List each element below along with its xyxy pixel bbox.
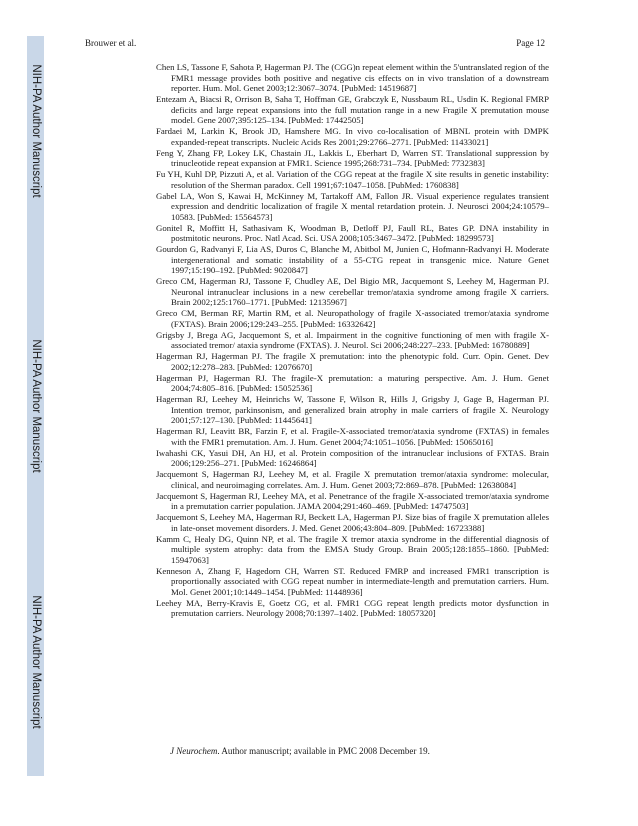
page-number: Page 12	[516, 38, 545, 48]
reference-item: Kamm C, Healy DG, Quinn NP, et al. The fragile X tremor ataxia syndrome in the differential diagnosis of multiple system atrophy: data from the EMSA Study Group. Brain 2005;128:1855–1860. [PubMed: 15947063]	[156, 533, 549, 565]
running-header-authors: Brouwer et al.	[85, 38, 137, 48]
reference-item: Hagerman RJ, Leehey M, Heinrichs W, Tassone F, Wilson R, Hills J, Grigsby J, Gage B, Hagerman PJ. Intention tremor, parkinsonism, and generalized brain atrophy in male carriers of fragile X. Neurology 2001;57:127–130. [PubMed: 11445641]	[156, 394, 549, 425]
footer-journal: J Neurochem	[170, 746, 218, 756]
reference-item: Leehey MA, Berry-Kravis E, Goetz CG, et al. FMR1 CGG repeat length predicts motor dysfunction in premutation carriers. Neurology 2008;70:1397–1402. [PubMed: 18057320]	[156, 597, 549, 618]
reference-item: Hagerman RJ, Leavitt BR, Farzin F, et al. Fragile-X-associated tremor/ataxia syndrome (FXTAS) in females with the FMR1 premutation. Am. J. Hum. Genet 2004;74:1051–1056. [PubMed: 15065016]	[156, 426, 549, 447]
reference-item: Entezam A, Biacsi R, Orrison B, Saha T, Hoffman GE, Grabczyk E, Nussbaum RL, Usdin K. Regional FMRP deficits and large repeat expansions into the full mutation range in a new Fragile X premutation mouse model. Gene 2007;395:125–134. [PubMed: 17442505]	[156, 94, 549, 125]
reference-item: Greco CM, Hagerman RJ, Tassone F, Chudley AE, Del Bigio MR, Jacquemont S, Leehey M, Hagerman PJ. Neuronal intranuclear inclusions in a new cerebellar tremor/ataxia syndrome among fragile X carriers. Brain 2002;125:1760–1771. [PubMed: 12135967]	[156, 276, 549, 307]
reference-item: Jacquemont S, Hagerman RJ, Leehey MA, et al. Penetrance of the fragile X-associated tremor/ataxia syndrome in a premutation carrier population. JAMA 2004;291:460–469. [PubMed: 14747503]	[156, 490, 549, 511]
reference-item: Feng Y, Zhang FP, Lokey LK, Chastain JL, Lakkis L, Eberhart D, Warren ST. Translational suppression by trinucleotide repeat expansion at FMR1. Science 1995;268:731–734. [PubMed: 7732383]	[156, 147, 549, 168]
reference-item: Jacquemont S, Leehey MA, Hagerman RJ, Beckett LA, Hagerman PJ. Size bias of fragile X premutation alleles in late-onset movement disorders. J. Med. Genet 2006;43:804–809. [PubMed: 16723388]	[156, 512, 549, 533]
reference-item: Kenneson A, Zhang F, Hagedorn CH, Warren ST. Reduced FMRP and increased FMR1 transcription is proportionally associated with CGG repeat number in intermediate-length and premutation carriers. Hum. Mol. Genet 2001;10:1449–1454. [PubMed: 11448936]	[156, 565, 549, 597]
footer-text: . Author manuscript; available in PMC 2008 December 19.	[217, 746, 430, 756]
reference-item: Iwahashi CK, Yasui DH, An HJ, et al. Protein composition of the intranuclear inclusions of FXTAS. Brain 2006;129:256–271. [PubMed: 16246864]	[156, 447, 549, 468]
reference-item: Greco CM, Berman RF, Martin RM, et al. Neuropathology of fragile X-associated tremor/ataxia syndrome (FXTAS). Brain 2006;129:243–255. [PubMed: 16332642]	[156, 308, 549, 329]
reference-item: Gourdon G, Radvanyi F, Lia AS, Duros C, Blanche M, Abitbol M, Junien C, Hofmann-Radvanyi H. Moderate intergenerational and somatic instability of a 55-CTG repeat in transgenic mice. Nature Genet 1997;15:190–192. [PubMed: 9020847]	[156, 244, 549, 275]
reference-item: Fu YH, Kuhl DP, Pizzuti A, et al. Variation of the CGG repeat at the fragile X site results in genetic instability: resolution of the Sherman paradox. Cell 1991;67:1047–1058. [PubMed: 1760838]	[156, 169, 549, 190]
footer-citation	[170, 746, 430, 756]
reference-item: Gabel LA, Won S, Kawai H, McKinney M, Tartakoff AM, Fallon JR. Visual experience regulates transient expression and dendritic localization of fragile X mental retardation protein. J. Neurosci 2004;24:10579–10583. [PubMed: 15564573]	[156, 190, 549, 222]
reference-item: Jacquemont S, Hagerman RJ, Leehey M, et al. Fragile X premutation tremor/ataxia syndrome: molecular, clinical, and neuroimaging correlates. Am. J. Hum. Genet 2003;72:869–878. [PubMed: 12638084]	[156, 469, 549, 490]
reference-item: Grigsby J, Brega AG, Jacquemont S, et al. Impairment in the cognitive functioning of men with fragile X-associated tremor/ ataxia syndrome (FXTAS). J. Neurol. Sci 2006;248:227–233. [PubMed: 16780889]	[156, 329, 549, 350]
reference-item: Gonitel R, Moffitt H, Sathasivam K, Woodman B, Detloff PJ, Faull RL, Bates GP. DNA instability in postmitotic neurons. Proc. Natl Acad. Sci. USA 2008;105:3467–3472. [PubMed: 18299573]	[156, 222, 549, 243]
reference-list	[156, 62, 549, 619]
reference-item: Chen LS, Tassone F, Sahota P, Hagerman PJ. The (CGG)n repeat element within the 5'untranslated region of the FMR1 message provides both positive and negative cis effects on in vivo translation of a downstream reporter. Hum. Mol. Genet 2003;12:3067–3074. [PubMed: 14519687]	[156, 62, 549, 93]
reference-item: Fardaei M, Larkin K, Brook JD, Hamshere MG. In vivo co-localisation of MBNL protein with DMPK expanded-repeat transcripts. Nucleic Acids Res 2001;29:2766–2771. [PubMed: 11433021]	[156, 126, 549, 147]
reference-item: Hagerman PJ, Hagerman RJ. The fragile-X premutation: a maturing perspective. Am. J. Hum. Genet 2004;74:805–816. [PubMed: 15052536]	[156, 372, 549, 393]
reference-item: Hagerman RJ, Hagerman PJ. The fragile X premutation: into the phenotypic fold. Curr. Opin. Genet. Dev 2002;12:278–283. [PubMed: 12076670]	[156, 351, 549, 372]
